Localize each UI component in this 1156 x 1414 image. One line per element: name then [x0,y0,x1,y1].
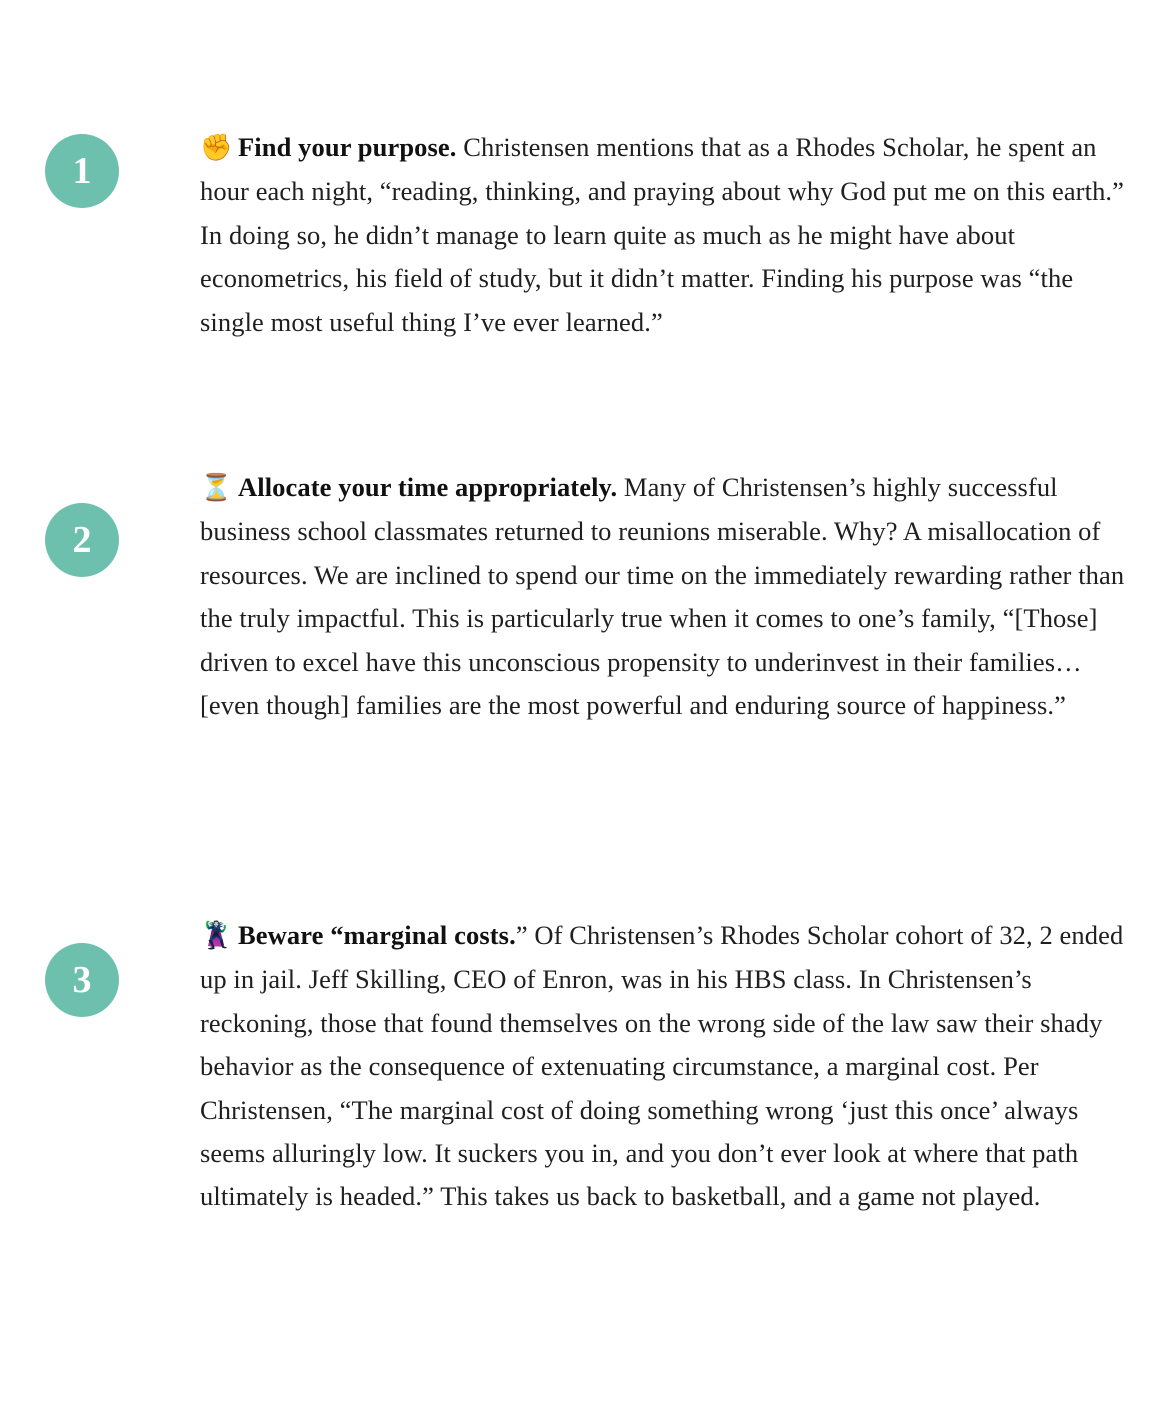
supervillain-icon: 🦹 [200,921,233,951]
number-badge: 2 [45,503,119,577]
item-text [200,466,1135,727]
item-text [200,126,1135,344]
raised-fist-icon: ✊ [200,133,233,163]
number-badge: 1 [45,134,119,208]
item-lead-prefix: Beware “ [238,920,344,950]
item-lead: Find your purpose. [238,132,457,162]
item-lead: Allocate your time appropriately. [238,472,618,502]
item-body: Many of Christensen’s highly successful business school classmates returned to reunions miserable. Why? A misallocation of resources. We are inclined to spend our time on the immediately rewarding rather than the truly impactful. This is particularly true when it comes to one’s family, “[Those] driven to excel have this unconscious propensity to underinvest in their families…[even though] families are the most powerful and enduring source of happiness.” [200,472,1125,721]
item-lead: marginal costs. [343,920,516,950]
hourglass-icon: ⏳ [200,473,233,503]
number-badge: 3 [45,943,119,1017]
item-body: Christensen mentions that as a Rhodes Scholar, he spent an hour each night, “reading, thinking, and praying about why God put me on this earth.” In doing so, he didn’t manage to learn quite as much as he might have about econometrics, his field of study, but it didn’t matter. Finding his purpose was “the single most useful thing I’ve ever learned.” [200,132,1125,337]
item-body: ” Of Christensen’s Rhodes Scholar cohort of 32, 2 ended up in jail. Jeff Skilling, CEO of Enron, was in his HBS class. In Christensen’s reckoning, those that found themselves on the wrong side of the law saw their shady behavior as the consequence of extenuating circumstance, a marginal cost. Per Christensen, “The marginal cost of doing something wrong ‘just this once’ always seems alluringly low. It suckers you in, and you don’t ever look at where that path ultimately is headed.” This takes us back to basketball, and a game not played. [200,920,1124,1212]
item-text [200,914,1135,1219]
